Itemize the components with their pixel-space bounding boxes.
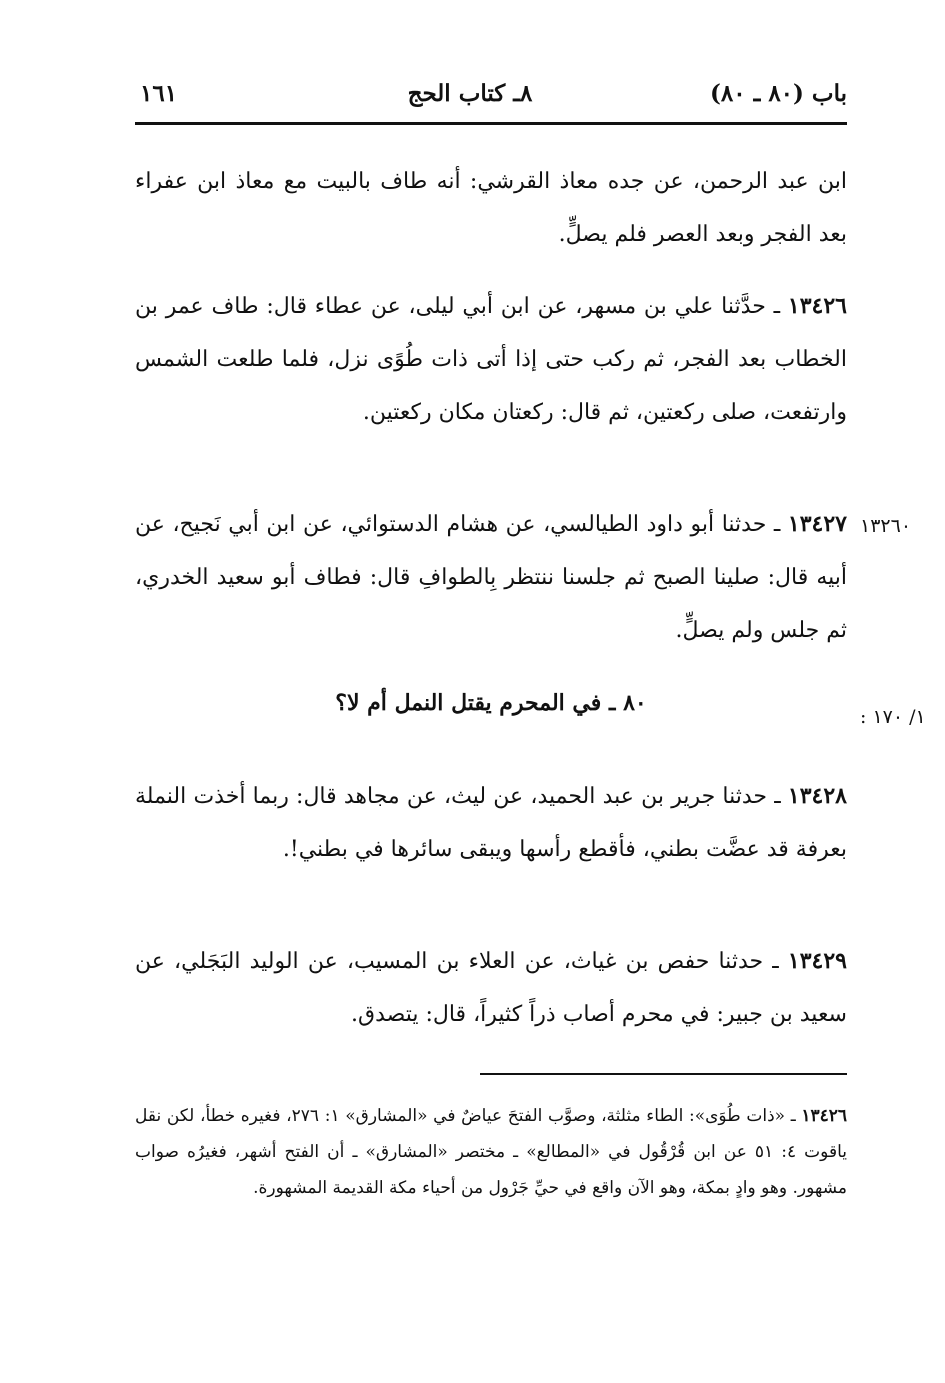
footnote-number: ١٣٤٢٦ [801, 1106, 847, 1126]
hadith-text: ـ حدثنا جرير بن عبد الحميد، عن ليث، عن مجاهد قال: ربما أخذت النملة بعرفة قد عضَّت بطني، فأقطع رأسها ويبقى سائرها في بطني!. [135, 784, 847, 862]
footnote-text: ـ «ذات طُوَى»: الطاء مثلثة، وصوَّب الفتحَ عياضٌ في «المشارق» ١: ٢٧٦، فغيره خطأ، لكن نقل ياقوت ٤: ٥١ عن ابن قُرْقُول في «المطالع» ـ مختصر «المشارق» ـ أن الفتح أشهر، فغيرُه صواب مشهور. وهو وادٍ بمكة، وهو الآن واقع في حيِّ جَرْول من أحياء مكة القديمة المشهورة. [135, 1106, 847, 1198]
paragraph-text: ابن عبد الرحمن، عن جده معاذ القرشي: أنه طاف بالبيت مع معاذ ابن عفراء بعد الفجر وبعد العصر فلم يصلٍّ. [135, 169, 847, 247]
margin-reference: ١٣٢٦٠ [860, 515, 912, 537]
hadith-number: ١٣٤٢٦ [787, 293, 847, 319]
paragraph-continuation [135, 155, 847, 261]
page-number: ١٦١ [140, 80, 178, 107]
hadith-13429 [135, 935, 847, 1041]
chapter-range: باب (٨٠ ـ ٨٠) [709, 80, 847, 107]
margin-reference: ١/ ١٧٠ : [860, 706, 926, 728]
hadith-text: ـ حدَّثنا علي بن مسهر، عن ابن أبي ليلى، عن عطاء قال: طاف عمر بن الخطاب بعد الفجر، ثم ركب حتى إذا أتى ذات طُوًى نزل، فلما طلعت الشمس وارتفعت، صلى ركعتين، ثم قال: ركعتان مكان ركعتين. [135, 294, 847, 425]
book-title: ٨ـ كتاب الحج [407, 80, 533, 107]
hadith-number: ١٣٤٢٩ [787, 948, 847, 974]
hadith-13427 [135, 498, 847, 657]
footnote [135, 1098, 847, 1206]
header-rule [135, 122, 847, 125]
section-heading: ٨٠ ـ في المحرم يقتل النمل أم لا؟ [335, 690, 647, 716]
hadith-number: ١٣٤٢٨ [787, 783, 847, 809]
hadith-number: ١٣٤٢٧ [787, 511, 847, 537]
footnote-rule [480, 1073, 847, 1075]
hadith-13426 [135, 280, 847, 439]
hadith-13428 [135, 770, 847, 876]
hadith-text: ـ حدثنا أبو داود الطيالسي، عن هشام الدستوائي، عن ابن أبي نَجيح، عن أبيه قال: صلينا الصبح ثم جلسنا ننتظر بِالطوافِ قال: فطاف أبو سعيد الخدري، ثم جلس ولم يصلٍّ. [135, 512, 847, 643]
hadith-text: ـ حدثنا حفص بن غياث، عن العلاء بن المسيب، عن الوليد البَجَلي، عن سعيد بن جبير: في محرم أصاب ذراً كثيراً، قال: يتصدق. [135, 949, 847, 1027]
